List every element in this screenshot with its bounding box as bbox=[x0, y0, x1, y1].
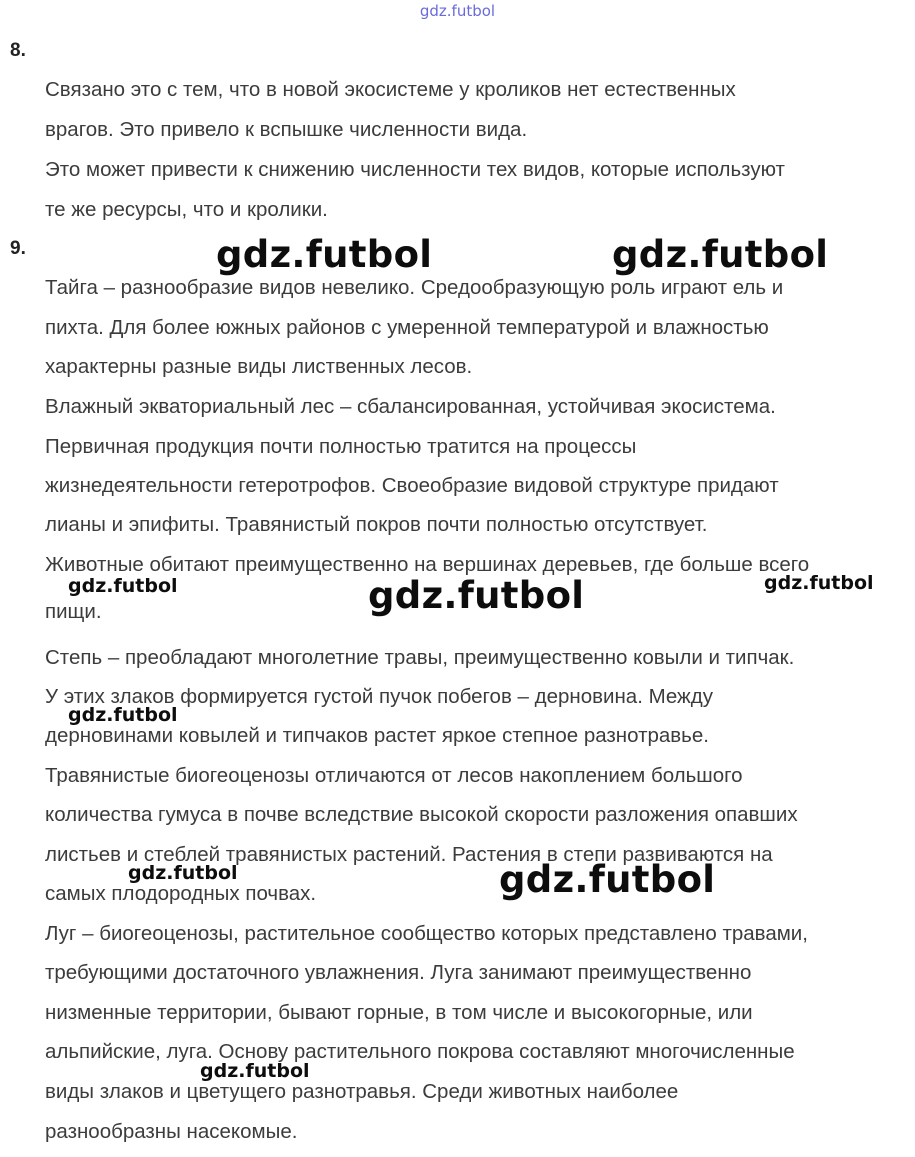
answer-8-line: те же ресурсы, что и кролики. bbox=[45, 198, 328, 221]
answer-9-line: Влажный экваториальный лес – сбалансированная, устойчивая экосистема. bbox=[45, 395, 776, 418]
answer-8-line: врагов. Это привело к вспышке численности вида. bbox=[45, 118, 528, 141]
watermark: gdz.futbol bbox=[68, 575, 178, 597]
answer-9-line: дерновинами ковылей и типчаков растет яркое степное разнотравье. bbox=[45, 724, 709, 747]
watermark: gdz.futbol bbox=[764, 572, 874, 594]
watermark: gdz.futbol bbox=[68, 704, 178, 726]
question-number-8: 8. bbox=[10, 40, 26, 61]
answer-9-line: Травянистые биогеоценозы отличаются от лесов накоплением большого bbox=[45, 764, 743, 787]
watermark: gdz.futbol bbox=[499, 858, 716, 901]
answer-9-line: Степь – преобладают многолетние травы, преимущественно ковыли и типчак. bbox=[45, 646, 795, 669]
answer-9-line: Первичная продукция почти полностью тратится на процессы bbox=[45, 435, 637, 458]
answer-9-line: У этих злаков формируется густой пучок побегов – дерновина. Между bbox=[45, 685, 713, 708]
watermark: gdz.futbol bbox=[200, 1060, 310, 1082]
answer-9-line: низменные территории, бывают горные, в том числе и высокогорные, или bbox=[45, 1001, 753, 1024]
answer-8-line: Связано это с тем, что в новой экосистеме у кроликов нет естественных bbox=[45, 78, 736, 101]
answer-9-line: характерны разные виды лиственных лесов. bbox=[45, 355, 473, 378]
watermark: gdz.futbol bbox=[368, 574, 585, 617]
answer-9-line: лианы и эпифиты. Травянистый покров почти полностью отсутствует. bbox=[45, 513, 708, 536]
answer-9-line: разнообразны насекомые. bbox=[45, 1120, 298, 1143]
answer-9-line: самых плодородных почвах. bbox=[45, 882, 317, 905]
answer-8-line: Это может привести к снижению численности тех видов, которые используют bbox=[45, 158, 785, 181]
question-number-9: 9. bbox=[10, 238, 26, 259]
answer-9-line: жизнедеятельности гетеротрофов. Своеобразие видовой структуре придают bbox=[45, 474, 779, 497]
answer-9-line: альпийские, луга. Основу растительного покрова составляют многочисленные bbox=[45, 1040, 795, 1063]
answer-9-line: листьев и стеблей травянистых растений. Растения в степи развиваются на bbox=[45, 843, 773, 866]
answer-9-line: виды злаков и цветущего разнотравья. Среди животных наиболее bbox=[45, 1080, 679, 1103]
watermark: gdz.futbol bbox=[128, 862, 238, 884]
answer-9-line: пищи. bbox=[45, 600, 102, 623]
header-watermark: gdz.futbol bbox=[419, 2, 496, 20]
watermark: gdz.futbol bbox=[612, 233, 829, 276]
watermark: gdz.futbol bbox=[216, 233, 433, 276]
answer-9-line: требующими достаточного увлажнения. Луга занимают преимущественно bbox=[45, 961, 752, 984]
answer-9-line: количества гумуса в почве вследствие высокой скорости разложения опавших bbox=[45, 803, 798, 826]
answer-9-line: пихта. Для более южных районов с умеренной температурой и влажностью bbox=[45, 316, 769, 339]
answer-9-line: Животные обитают преимущественно на вершинах деревьев, где больше всего bbox=[45, 553, 810, 576]
answer-9-line: Луг – биогеоценозы, растительное сообщество которых представлено травами, bbox=[45, 922, 808, 945]
answer-9-line: Тайга – разнообразие видов невелико. Средообразующую роль играют ель и bbox=[45, 276, 784, 299]
